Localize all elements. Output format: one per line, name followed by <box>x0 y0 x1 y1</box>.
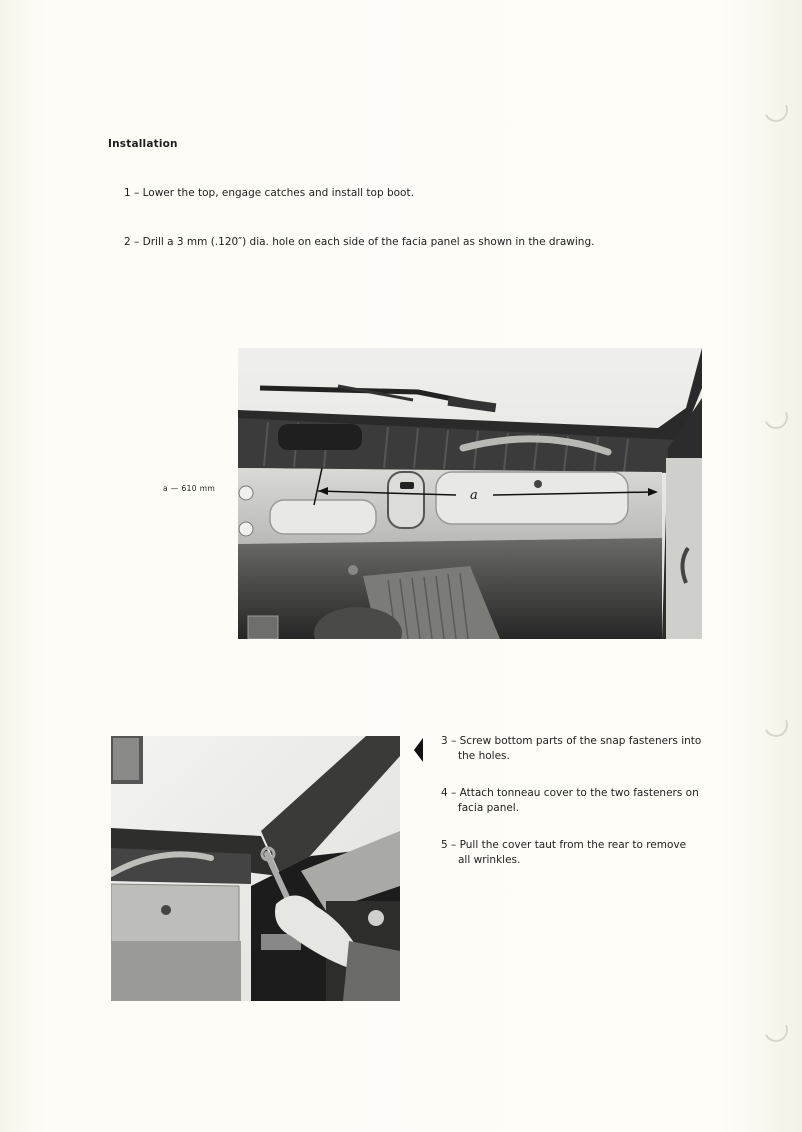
step-number: 1 – <box>124 187 140 199</box>
dimension-marker: a <box>470 488 478 503</box>
pointer-arrow-icon <box>414 738 423 762</box>
step-text-continued: facia panel. <box>458 802 520 814</box>
step-number: 4 – <box>441 787 457 799</box>
step-text: Pull the cover taut from the rear to remove <box>459 839 687 851</box>
step-4 <box>441 786 704 816</box>
step-number: 3 – <box>441 735 457 747</box>
step-text: Screw bottom parts of the snap fasteners into <box>459 735 702 747</box>
step-text: Lower the top, engage catches and install top boot. <box>142 187 414 199</box>
step-text-continued: all wrinkles. <box>458 854 521 866</box>
step-number: 5 – <box>441 839 457 851</box>
section-heading: Installation <box>108 138 178 150</box>
step-1 <box>124 186 414 201</box>
step-text: Attach tonneau cover to the two fasteners on <box>459 787 699 799</box>
facia-panel-photo <box>238 348 702 639</box>
step-5 <box>441 838 704 868</box>
step-text: Drill a 3 mm (.120″) dia. hole on each side of the facia panel as shown in the drawing. <box>142 236 595 248</box>
step-number: 2 – <box>124 236 140 248</box>
fastener-install-photo <box>111 736 400 1001</box>
step-2 <box>124 235 594 250</box>
step-text-continued: the holes. <box>458 750 510 762</box>
dimension-label: a — 610 mm <box>163 484 216 493</box>
step-3 <box>441 734 704 764</box>
